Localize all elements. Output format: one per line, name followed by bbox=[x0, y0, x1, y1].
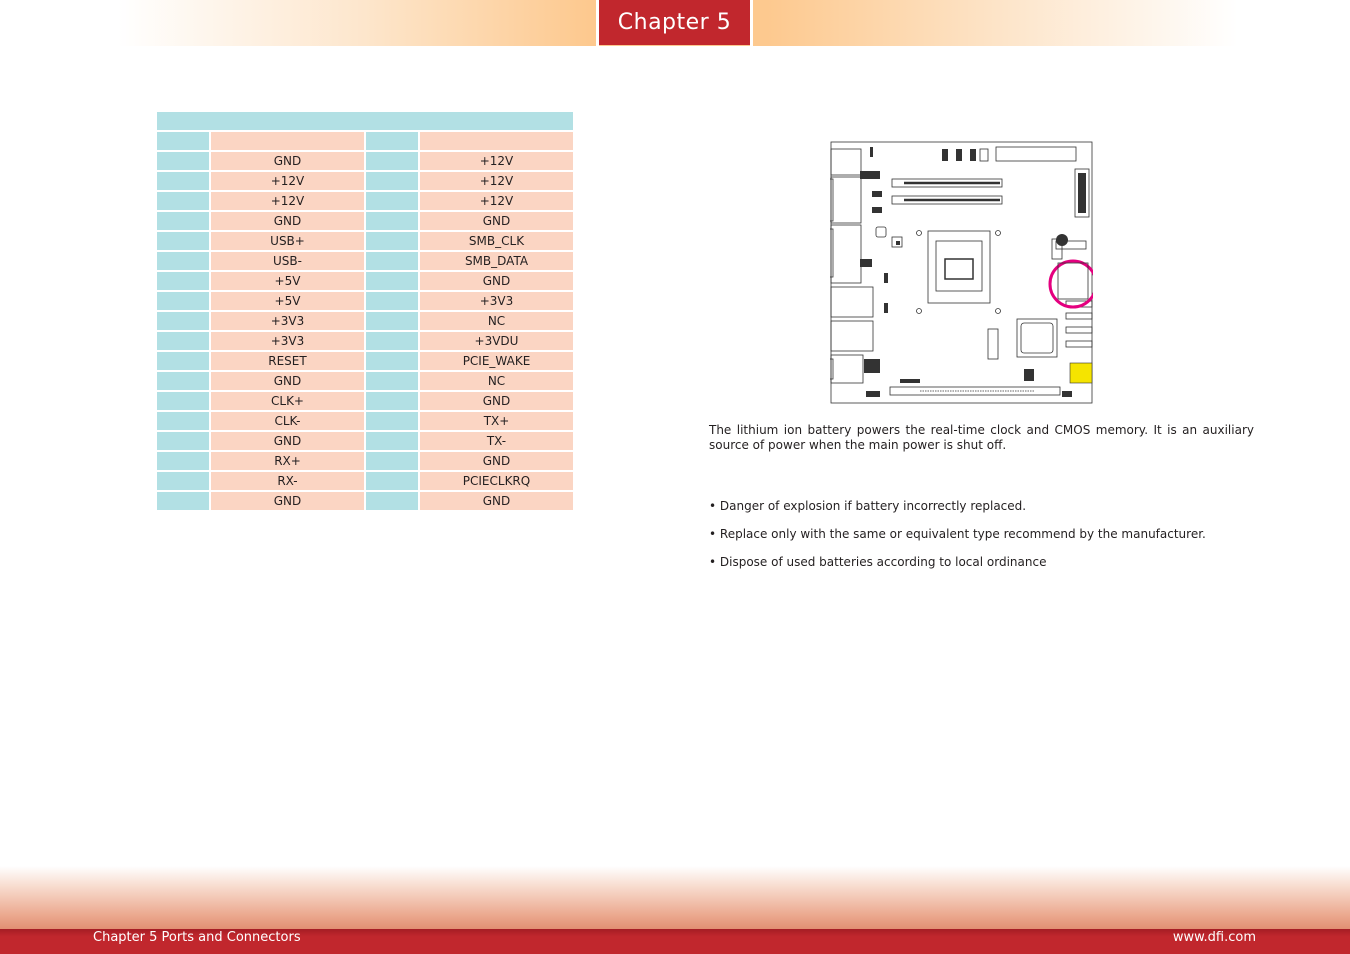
table-row bbox=[157, 192, 573, 210]
pin-number-cell bbox=[157, 432, 209, 450]
signal-name-cell: +3V3 bbox=[211, 312, 364, 330]
signal-name-cell: CLK- bbox=[211, 412, 364, 430]
signal-name-cell: GND bbox=[211, 152, 364, 170]
pin-number-cell bbox=[157, 312, 209, 330]
table-row bbox=[157, 212, 573, 230]
table-row bbox=[157, 232, 573, 250]
table-row bbox=[157, 412, 573, 430]
table-row bbox=[157, 392, 573, 410]
signal-name-cell: GND bbox=[420, 392, 573, 410]
battery-warnings bbox=[709, 499, 1269, 583]
table-row bbox=[157, 312, 573, 330]
signal-name-cell: RX- bbox=[211, 472, 364, 490]
table-row bbox=[157, 432, 573, 450]
pin-number-cell bbox=[366, 192, 418, 210]
signal-name-cell: +12V bbox=[211, 192, 364, 210]
pin-number-cell bbox=[366, 172, 418, 190]
signal-name-cell: +3VDU bbox=[420, 332, 573, 350]
pin-number-cell bbox=[157, 292, 209, 310]
table-row bbox=[157, 452, 573, 470]
signal-name-cell: SMB_DATA bbox=[420, 252, 573, 270]
pin-number-cell bbox=[366, 372, 418, 390]
pin-number-cell bbox=[157, 452, 209, 470]
table-header-row bbox=[157, 132, 573, 150]
signal-name-cell: +3V3 bbox=[420, 292, 573, 310]
table-row bbox=[157, 492, 573, 510]
tab-divider bbox=[750, 0, 753, 46]
signal-name-cell: +12V bbox=[420, 172, 573, 190]
pin-number-cell bbox=[366, 292, 418, 310]
signal-name-cell: GND bbox=[420, 212, 573, 230]
signal-name-cell: GND bbox=[211, 372, 364, 390]
signal-name-cell: SMB_CLK bbox=[420, 232, 573, 250]
signal-name-cell: NC bbox=[420, 312, 573, 330]
table-row bbox=[157, 172, 573, 190]
signal-name-cell: +12V bbox=[420, 192, 573, 210]
table-row bbox=[157, 352, 573, 370]
pin-number-cell bbox=[157, 272, 209, 290]
pin-number-cell bbox=[157, 212, 209, 230]
pin-number-cell bbox=[157, 252, 209, 270]
pin-assignment-table bbox=[155, 110, 575, 512]
table-row bbox=[157, 152, 573, 170]
pin-number-cell bbox=[157, 232, 209, 250]
signal-name-cell: +5V bbox=[211, 272, 364, 290]
signal-name-cell: +12V bbox=[211, 172, 364, 190]
footer-website-link[interactable]: www.dfi.com bbox=[1172, 930, 1256, 945]
signal-name-cell: GND bbox=[211, 492, 364, 510]
pin-number-cell bbox=[366, 212, 418, 230]
footer-chapter-label: Chapter 5 Ports and Connectors bbox=[93, 930, 301, 945]
pin-number-cell bbox=[366, 152, 418, 170]
pin-number-cell bbox=[157, 372, 209, 390]
chapter-tab[interactable]: Chapter 5 bbox=[599, 0, 750, 45]
signal-name-cell: NC bbox=[420, 372, 573, 390]
signal-name-cell: GND bbox=[420, 272, 573, 290]
pin-number-cell bbox=[157, 332, 209, 350]
warning-item: • Replace only with the same or equivalent type recommend by the manufacturer. bbox=[709, 527, 1206, 541]
pin-number-cell bbox=[366, 412, 418, 430]
signal-name-cell: USB+ bbox=[211, 232, 364, 250]
table-row bbox=[157, 472, 573, 490]
pin-number-cell bbox=[366, 252, 418, 270]
signal-name-cell: GND bbox=[420, 452, 573, 470]
pin-number-cell bbox=[157, 152, 209, 170]
pin-number-cell bbox=[157, 412, 209, 430]
table-row bbox=[157, 252, 573, 270]
signal-name-cell: CLK+ bbox=[211, 392, 364, 410]
signal-name-cell: PCIECLKRQ bbox=[420, 472, 573, 490]
signal-name-cell: USB- bbox=[211, 252, 364, 270]
signal-name-cell: GND bbox=[420, 492, 573, 510]
motherboard-diagram bbox=[830, 141, 1093, 404]
pin-number-cell bbox=[366, 452, 418, 470]
battery-description: The lithium ion battery powers the real-time clock and CMOS memory. It is an auxiliary source of power when the main power is shut off. bbox=[709, 423, 1254, 452]
pin-number-cell bbox=[366, 492, 418, 510]
signal-name-cell: GND bbox=[211, 432, 364, 450]
warning-item: • Danger of explosion if battery incorrectly replaced. bbox=[709, 499, 1027, 513]
table-row bbox=[157, 332, 573, 350]
table-row bbox=[157, 372, 573, 390]
signal-name-cell: +5V bbox=[211, 292, 364, 310]
pin-number-cell bbox=[366, 332, 418, 350]
signal-name-cell: +12V bbox=[420, 152, 573, 170]
signal-name-cell: PCIE_WAKE bbox=[420, 352, 573, 370]
footer-gradient-band bbox=[0, 866, 1350, 932]
signal-name-cell: TX- bbox=[420, 432, 573, 450]
table-row bbox=[157, 272, 573, 290]
pin-number-cell bbox=[366, 232, 418, 250]
pin-number-cell bbox=[157, 352, 209, 370]
signal-name-cell: RESET bbox=[211, 352, 364, 370]
pin-number-cell bbox=[157, 492, 209, 510]
signal-name-cell: RX+ bbox=[211, 452, 364, 470]
table-row bbox=[157, 292, 573, 310]
pin-number-cell bbox=[366, 312, 418, 330]
pin-number-cell bbox=[157, 172, 209, 190]
pin-number-cell bbox=[366, 432, 418, 450]
pin-number-cell bbox=[366, 472, 418, 490]
table-title-row bbox=[157, 112, 573, 130]
warning-item: • Dispose of used batteries according to local ordinance bbox=[709, 555, 1047, 569]
signal-name-cell: TX+ bbox=[420, 412, 573, 430]
signal-name-cell: GND bbox=[211, 212, 364, 230]
pin-number-cell bbox=[366, 392, 418, 410]
pin-number-cell bbox=[157, 392, 209, 410]
signal-name-cell: +3V3 bbox=[211, 332, 364, 350]
pin-number-cell bbox=[366, 272, 418, 290]
battery-highlight-circle bbox=[1050, 261, 1093, 307]
pin-number-cell bbox=[157, 472, 209, 490]
pin-number-cell bbox=[157, 192, 209, 210]
pin-number-cell bbox=[366, 352, 418, 370]
